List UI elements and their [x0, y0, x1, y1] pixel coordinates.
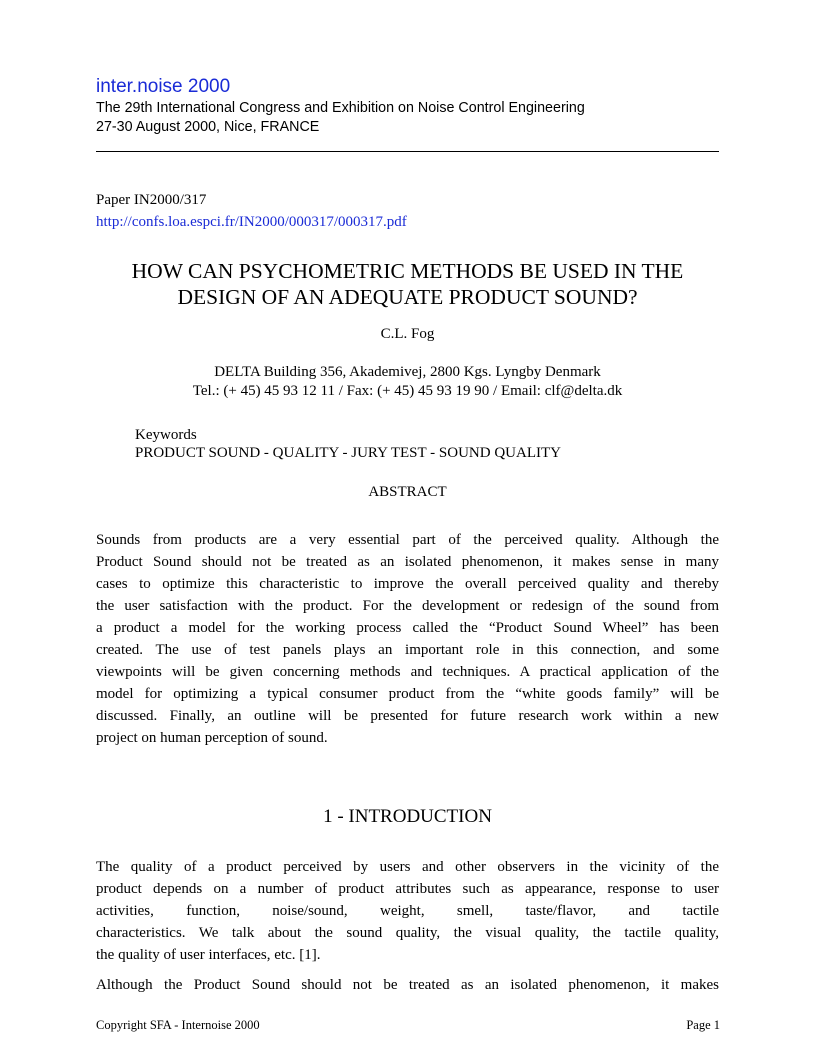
paper-url-link[interactable]: http://confs.loa.espci.fr/IN2000/000317/000317.pdf	[96, 214, 407, 230]
abstract-line: cases to optimize this characteristic to improve the overall perceived quality and thereby	[96, 576, 719, 592]
affiliation-contact: Tel.: (+ 45) 45 93 12 11 / Fax: (+ 45) 45 93 19 90 / Email: clf@delta.dk	[192, 383, 623, 399]
conference-name: inter.noise 2000	[96, 76, 231, 97]
abstract-line: Sounds from products are a very essential part of the perceived quality. Although the	[96, 532, 719, 548]
intro-line: product depends on a number of product attributes such as appearance, response to user	[96, 881, 719, 897]
keywords-label: Keywords	[135, 427, 197, 443]
intro-line: characteristics. We talk about the sound quality, the visual quality, the tactile quality,	[96, 925, 719, 941]
intro-line: the quality of user interfaces, etc. [1].	[96, 947, 321, 963]
author: C.L. Fog	[380, 326, 435, 342]
abstract-heading: ABSTRACT	[368, 484, 447, 500]
abstract-paragraph	[96, 529, 719, 749]
intro-line: The quality of a product perceived by users and other observers in the vicinity of the	[96, 859, 719, 875]
abstract-line: a product a model for the working process called the “Product Sound Wheel” has been	[96, 620, 719, 636]
conference-subtitle: The 29th International Congress and Exhibition on Noise Control Engineering	[96, 100, 585, 116]
footer-page-number: Page 1	[686, 1018, 720, 1032]
paper-id: Paper IN2000/317	[96, 192, 207, 208]
abstract-line: created. The use of test panels plays an important role in this connection, and some	[96, 642, 719, 658]
keywords-text: PRODUCT SOUND - QUALITY - JURY TEST - SOUND QUALITY	[135, 445, 561, 461]
intro-line: activities, function, noise/sound, weight, smell, taste/flavor, and tactile	[96, 903, 719, 919]
introduction-paragraph-1	[96, 856, 719, 966]
abstract-line: discussed. Finally, an outline will be presented for future research work within a new	[96, 708, 719, 724]
paper-title-line-1: HOW CAN PSYCHOMETRIC METHODS BE USED IN THE	[131, 259, 684, 283]
abstract-line: project on human perception of sound.	[96, 730, 328, 746]
section-heading-introduction: 1 - INTRODUCTION	[323, 806, 492, 827]
paper-title-line-2: DESIGN OF AN ADEQUATE PRODUCT SOUND?	[177, 285, 638, 309]
header-divider	[96, 151, 719, 152]
abstract-line: model for optimizing a typical consumer product from the “white goods family” will be	[96, 686, 719, 702]
conference-date-location: 27-30 August 2000, Nice, FRANCE	[96, 119, 320, 135]
abstract-line: Product Sound should not be treated as an isolated phenomenon, it makes sense in many	[96, 554, 719, 570]
abstract-line: the user satisfaction with the product. For the development or redesign of the sound from	[96, 598, 719, 614]
intro-line: Although the Product Sound should not be treated as an isolated phenomenon, it makes	[96, 977, 719, 993]
introduction-paragraph-2	[96, 974, 719, 996]
footer-copyright: Copyright SFA - Internoise 2000	[96, 1018, 260, 1032]
affiliation-address: DELTA Building 356, Akademivej, 2800 Kgs. Lyngby Denmark	[214, 364, 601, 380]
abstract-line: viewpoints will be given concerning methods and techniques. A practical application of the	[96, 664, 719, 680]
